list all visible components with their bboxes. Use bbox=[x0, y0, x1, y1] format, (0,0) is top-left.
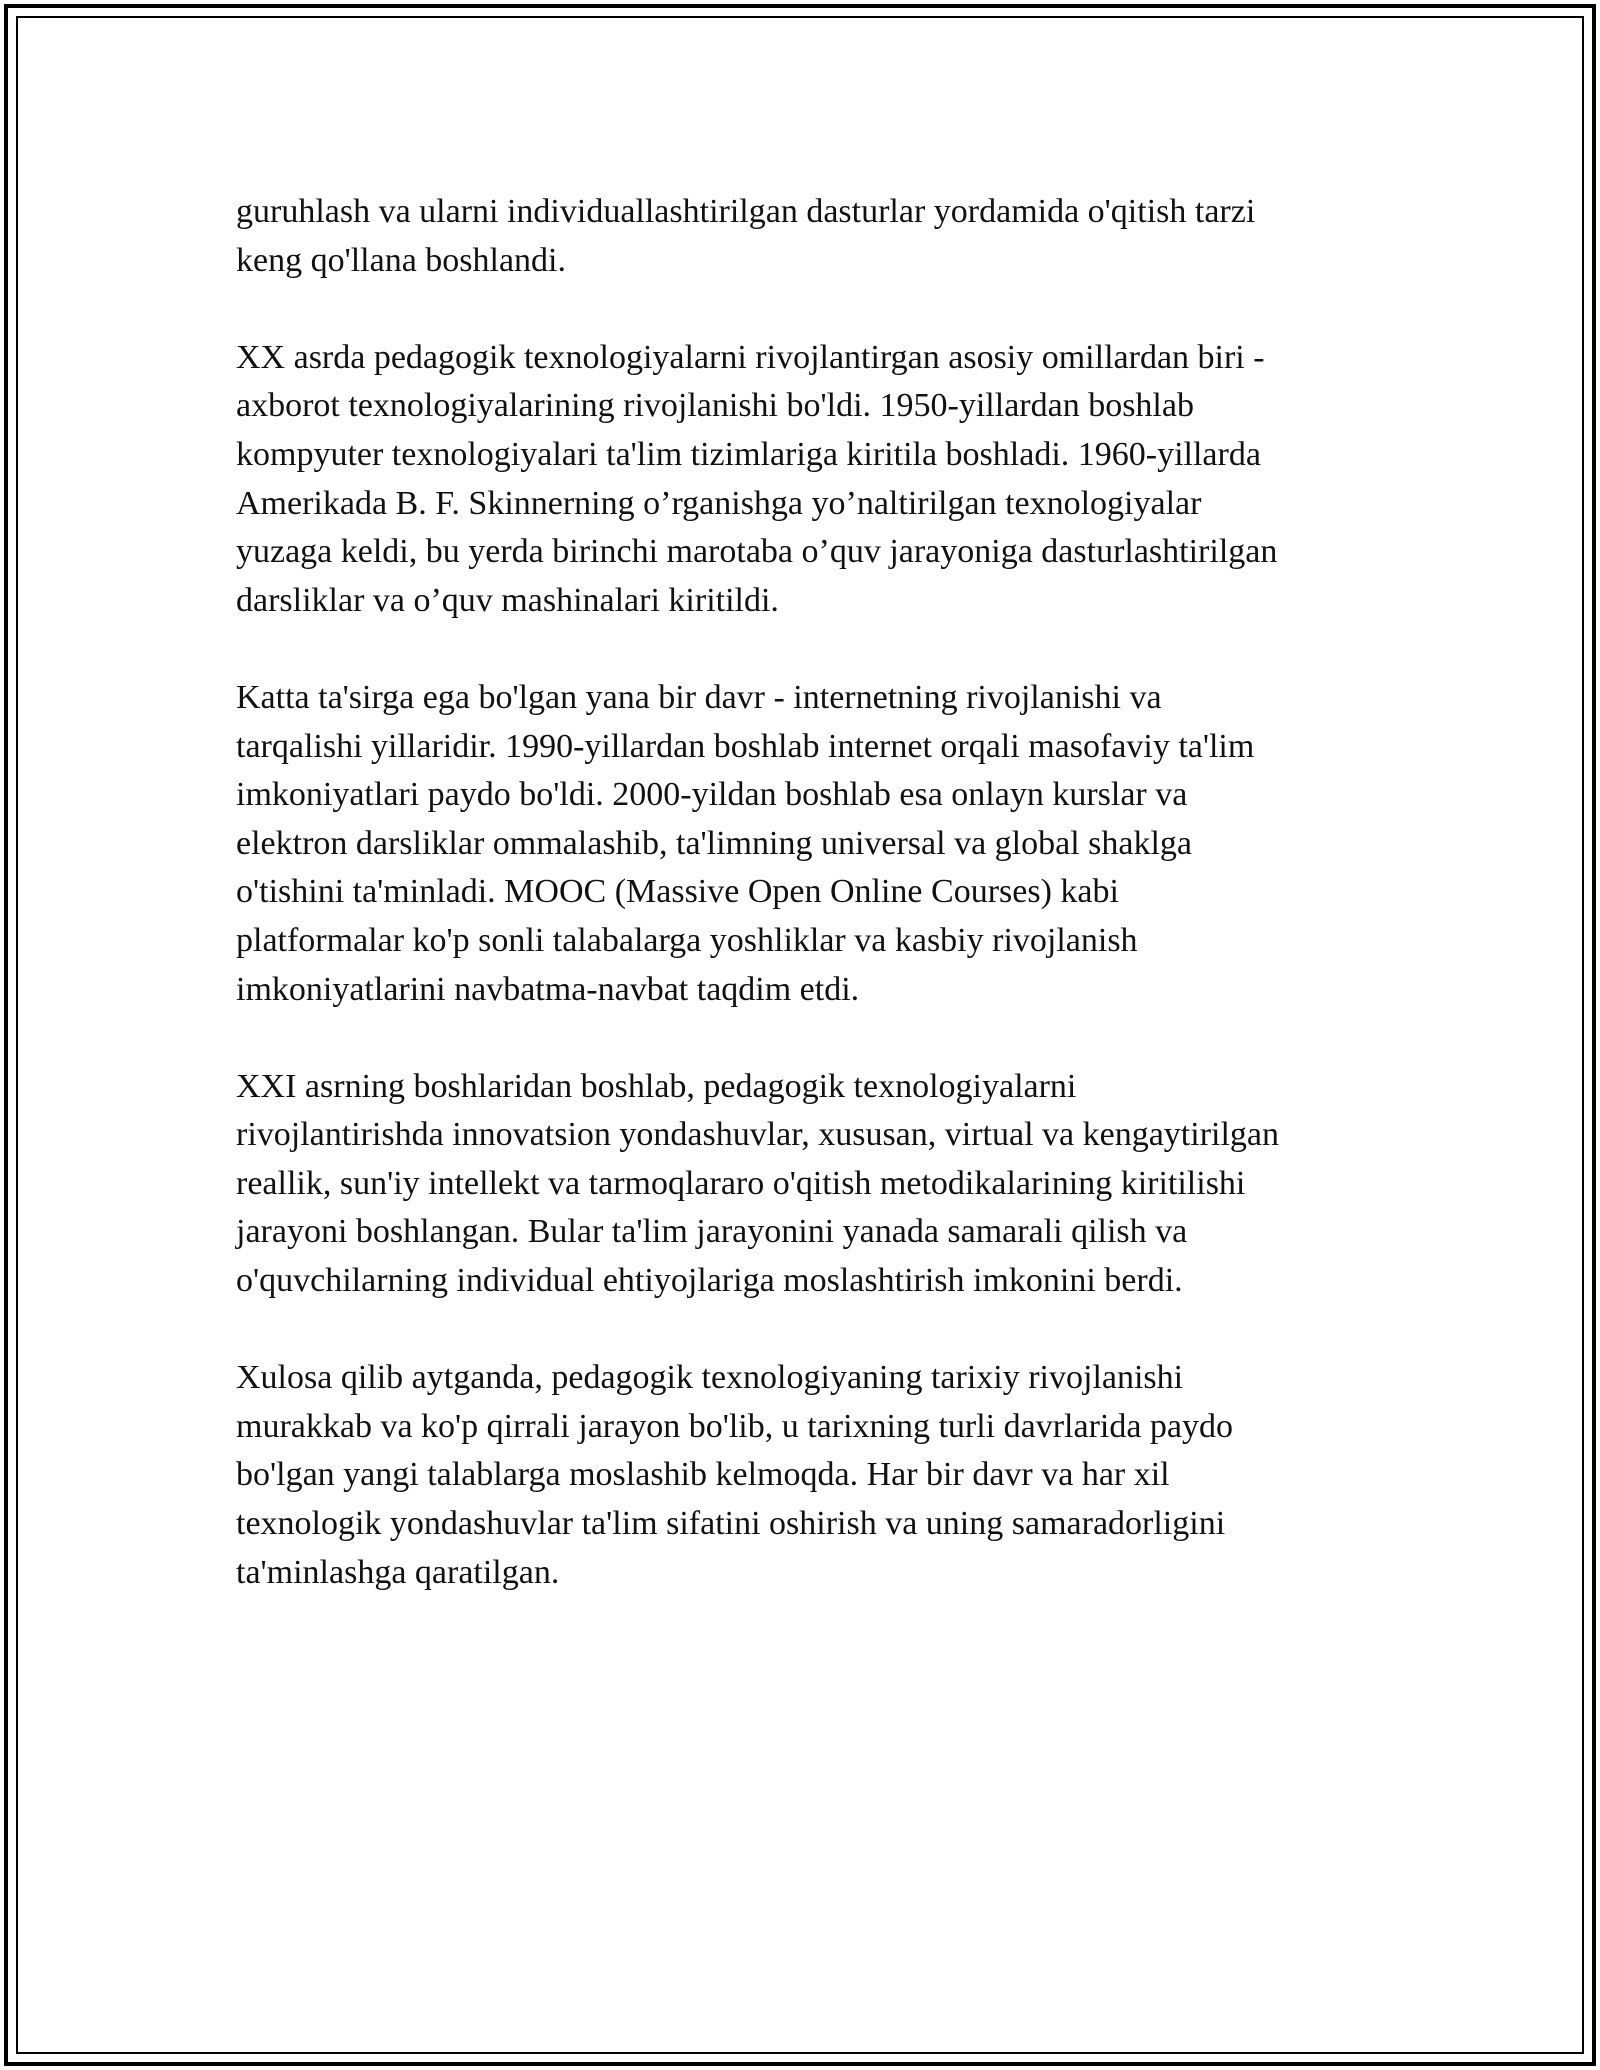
text-line: o'tishini ta'minladi. MOOC (Massive Open Online Courses) kabi bbox=[236, 873, 1119, 911]
paragraph-4 bbox=[236, 1063, 1376, 1306]
text-line: Amerikada B. F. Skinnerning o’rganishga yo’naltirilgan texnologiyalar bbox=[236, 484, 1202, 522]
text-line: texnologik yondashuvlar ta'lim sifatini oshirish va uning samaradorligini bbox=[236, 1505, 1226, 1543]
text-line: imkoniyatlari paydo bo'ldi. 2000-yildan boshlab esa onlayn kurslar va bbox=[236, 776, 1188, 814]
text-line: axborot texnologiyalarining rivojlanishi bo'ldi. 1950-yillardan boshlab bbox=[236, 387, 1194, 425]
text-line: platformalar ko'p sonli talabalarga yoshliklar va kasbiy rivojlanish bbox=[236, 921, 1138, 959]
text-line: guruhlash va ularni individuallashtirilgan dasturlar yordamida o'qitish tarzi bbox=[236, 193, 1256, 230]
text-line: rivojlantirishda innovatsion yondashuvlar, xususan, virtual va kengaytirilgan bbox=[236, 1116, 1279, 1154]
paragraph-1 bbox=[236, 188, 1376, 285]
text-line: Xulosa qilib aytganda, pedagogik texnologiyaning tarixiy rivojlanishi bbox=[236, 1359, 1184, 1397]
text-line: jarayoni boshlangan. Bular ta'lim jarayonini yanada samarali qilish va bbox=[236, 1213, 1188, 1251]
paragraph-2 bbox=[236, 334, 1376, 626]
text-line: kompyuter texnologiyalari ta'lim tizimlariga kiritila boshladi. 1960-yillarda bbox=[236, 435, 1261, 473]
text-line: darsliklar va o’quv mashinalari kiritildi. bbox=[236, 581, 779, 619]
text-line: reallik, sun'iy intellekt va tarmoqlararo o'qitish metodikalarining kiritilishi bbox=[236, 1164, 1246, 1202]
text-line: elektron darsliklar ommalashib, ta'limning universal va global shaklga bbox=[236, 824, 1193, 862]
text-line: tarqalishi yillaridir. 1990-yillardan boshlab internet orqali masofaviy ta'lim bbox=[236, 727, 1255, 765]
text-line: yuzaga keldi, bu yerda birinchi marotaba o’quv jarayoniga dasturlashtirilgan bbox=[236, 533, 1278, 571]
text-line: bo'lgan yangi talablarga moslashib kelmoqda. Har bir davr va har xil bbox=[236, 1456, 1170, 1494]
text-line: XX asrda pedagogik texnologiyalarni rivojlantirgan asosiy omillardan biri - bbox=[236, 338, 1265, 376]
text-line: o'quvchilarning individual ehtiyojlariga moslashtirish imkonini berdi. bbox=[236, 1262, 1183, 1300]
text-line: imkoniyatlarini navbatma-navbat taqdim etdi. bbox=[236, 970, 860, 1008]
document-body bbox=[236, 188, 1376, 1646]
text-line: ta'minlashga qaratilgan. bbox=[236, 1553, 560, 1591]
paragraph-3 bbox=[236, 674, 1376, 1014]
text-line: keng qo'llana boshlandi. bbox=[236, 241, 567, 279]
paragraph-5 bbox=[236, 1354, 1376, 1597]
text-line: murakkab va ko'p qirrali jarayon bo'lib, u tarixning turli davrlarida paydo bbox=[236, 1407, 1234, 1445]
text-line: XXI asrning boshlaridan boshlab, pedagogik texnologiyalarni bbox=[236, 1067, 1077, 1105]
text-line: Katta ta'sirga ega bo'lgan yana bir davr - internetning rivojlanishi va bbox=[236, 678, 1162, 716]
